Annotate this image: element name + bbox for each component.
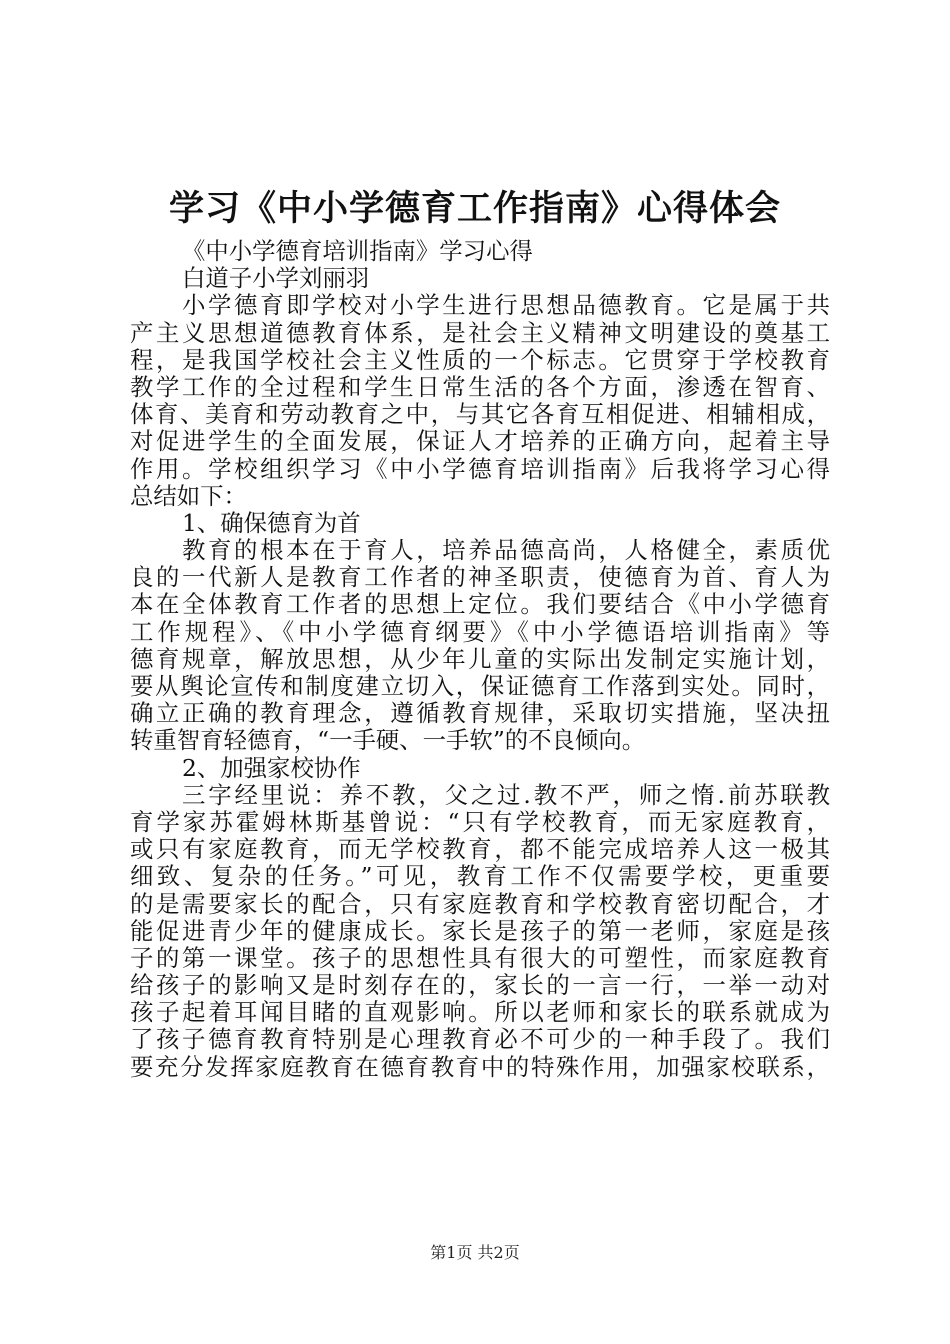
text-line: 总结如下： [130,481,247,510]
text-line: 小学德育即学校对小学生进行思想品德教育。它是属于共 [182,291,830,320]
text-line: 要充分发挥家庭教育在德育教育中的特殊作用，加强家校联系， [130,1052,830,1081]
text-line: 本在全体教育工作者的思想上定位。我们要结合《中小学德育 [130,590,830,619]
text-line: 作用。学校组织学习《中小学德育培训指南》后我将学习心得 [130,454,830,483]
text-line: 转重智育轻德育，“一手硬、一手软”的不良倾向。 [130,726,646,755]
document-title: 学习《中小学德育工作指南》心得体会 [168,189,781,229]
text-line: 程，是我国学校社会主义性质的一个标志。它贯穿于学校教育 [130,345,830,374]
text-line: 体育、美育和劳动教育之中，与其它各育互相促进、相辅相成， [130,400,830,429]
text-line: 要从舆论宣传和制度建立切入，保证德育工作落到实处。同时， [130,672,830,700]
text-line: 孩子起着耳闻目睹的直观影响。所以老师和家长的联系就成为 [130,998,830,1027]
page-number-footer: 第1页 共2页 [430,1243,520,1262]
text-line: 能促进青少年的健康成长。家长是孩子的第一老师，家庭是孩 [130,916,830,945]
text-line: 良的一代新人是教育工作者的神圣职责，使德育为首、育人为 [130,563,830,592]
text-line: 育学家苏霍姆林斯基曾说：“只有学校教育，而无家庭教育， [130,807,830,836]
document-body [130,238,830,1081]
text-line: 给孩子的影响又是时刻存在的，家长的一言一行，一举一动对 [130,971,830,1000]
text-line: 教育的根本在于育人，培养品德高尚，人格健全，素质优 [182,536,830,565]
text-line: 了孩子德育教育特别是心理教育必不可少的一种手段了。我们 [130,1025,830,1054]
text-line: 产主义思想道德教育体系，是社会主义精神文明建设的奠基工 [130,318,830,347]
text-line: 或只有家庭教育，而无学校教育，都不能完成培养人这一极其 [130,835,830,864]
text-line: 《中小学德育培训指南》学习心得 [182,237,533,265]
section-heading: 2、加强家校协作 [182,753,361,782]
section-heading: 1、确保德育为首 [182,508,361,537]
text-line: 子的第一课堂。孩子的思想性具有很大的可塑性，而家庭教育 [130,943,830,972]
text-line: 教学工作的全过程和学生日常生活的各个方面，渗透在智育、 [130,372,830,401]
text-line: 细致、复杂的任务。”可见，教育工作不仅需要学校，更重要 [130,862,830,891]
text-line: 白道子小学刘丽羽 [182,264,370,293]
text-line: 三字经里说：养不教，父之过.教不严，师之惰.前苏联教 [182,780,830,809]
text-line: 确立正确的教育理念，遵循教育规律，采取切实措施，坚决扭 [130,699,830,728]
text-line: 工作规程》、《中小学德育纲要》《中小学德语培训指南》等 [130,617,830,646]
text-line: 的是需要家长的配合，只有家庭教育和学校教育密切配合，才 [130,889,830,918]
text-line: 对促进学生的全面发展，保证人才培养的正确方向，起着主导 [130,427,830,456]
text-line: 德育规章，解放思想，从少年儿童的实际出发制定实施计划， [130,644,830,673]
